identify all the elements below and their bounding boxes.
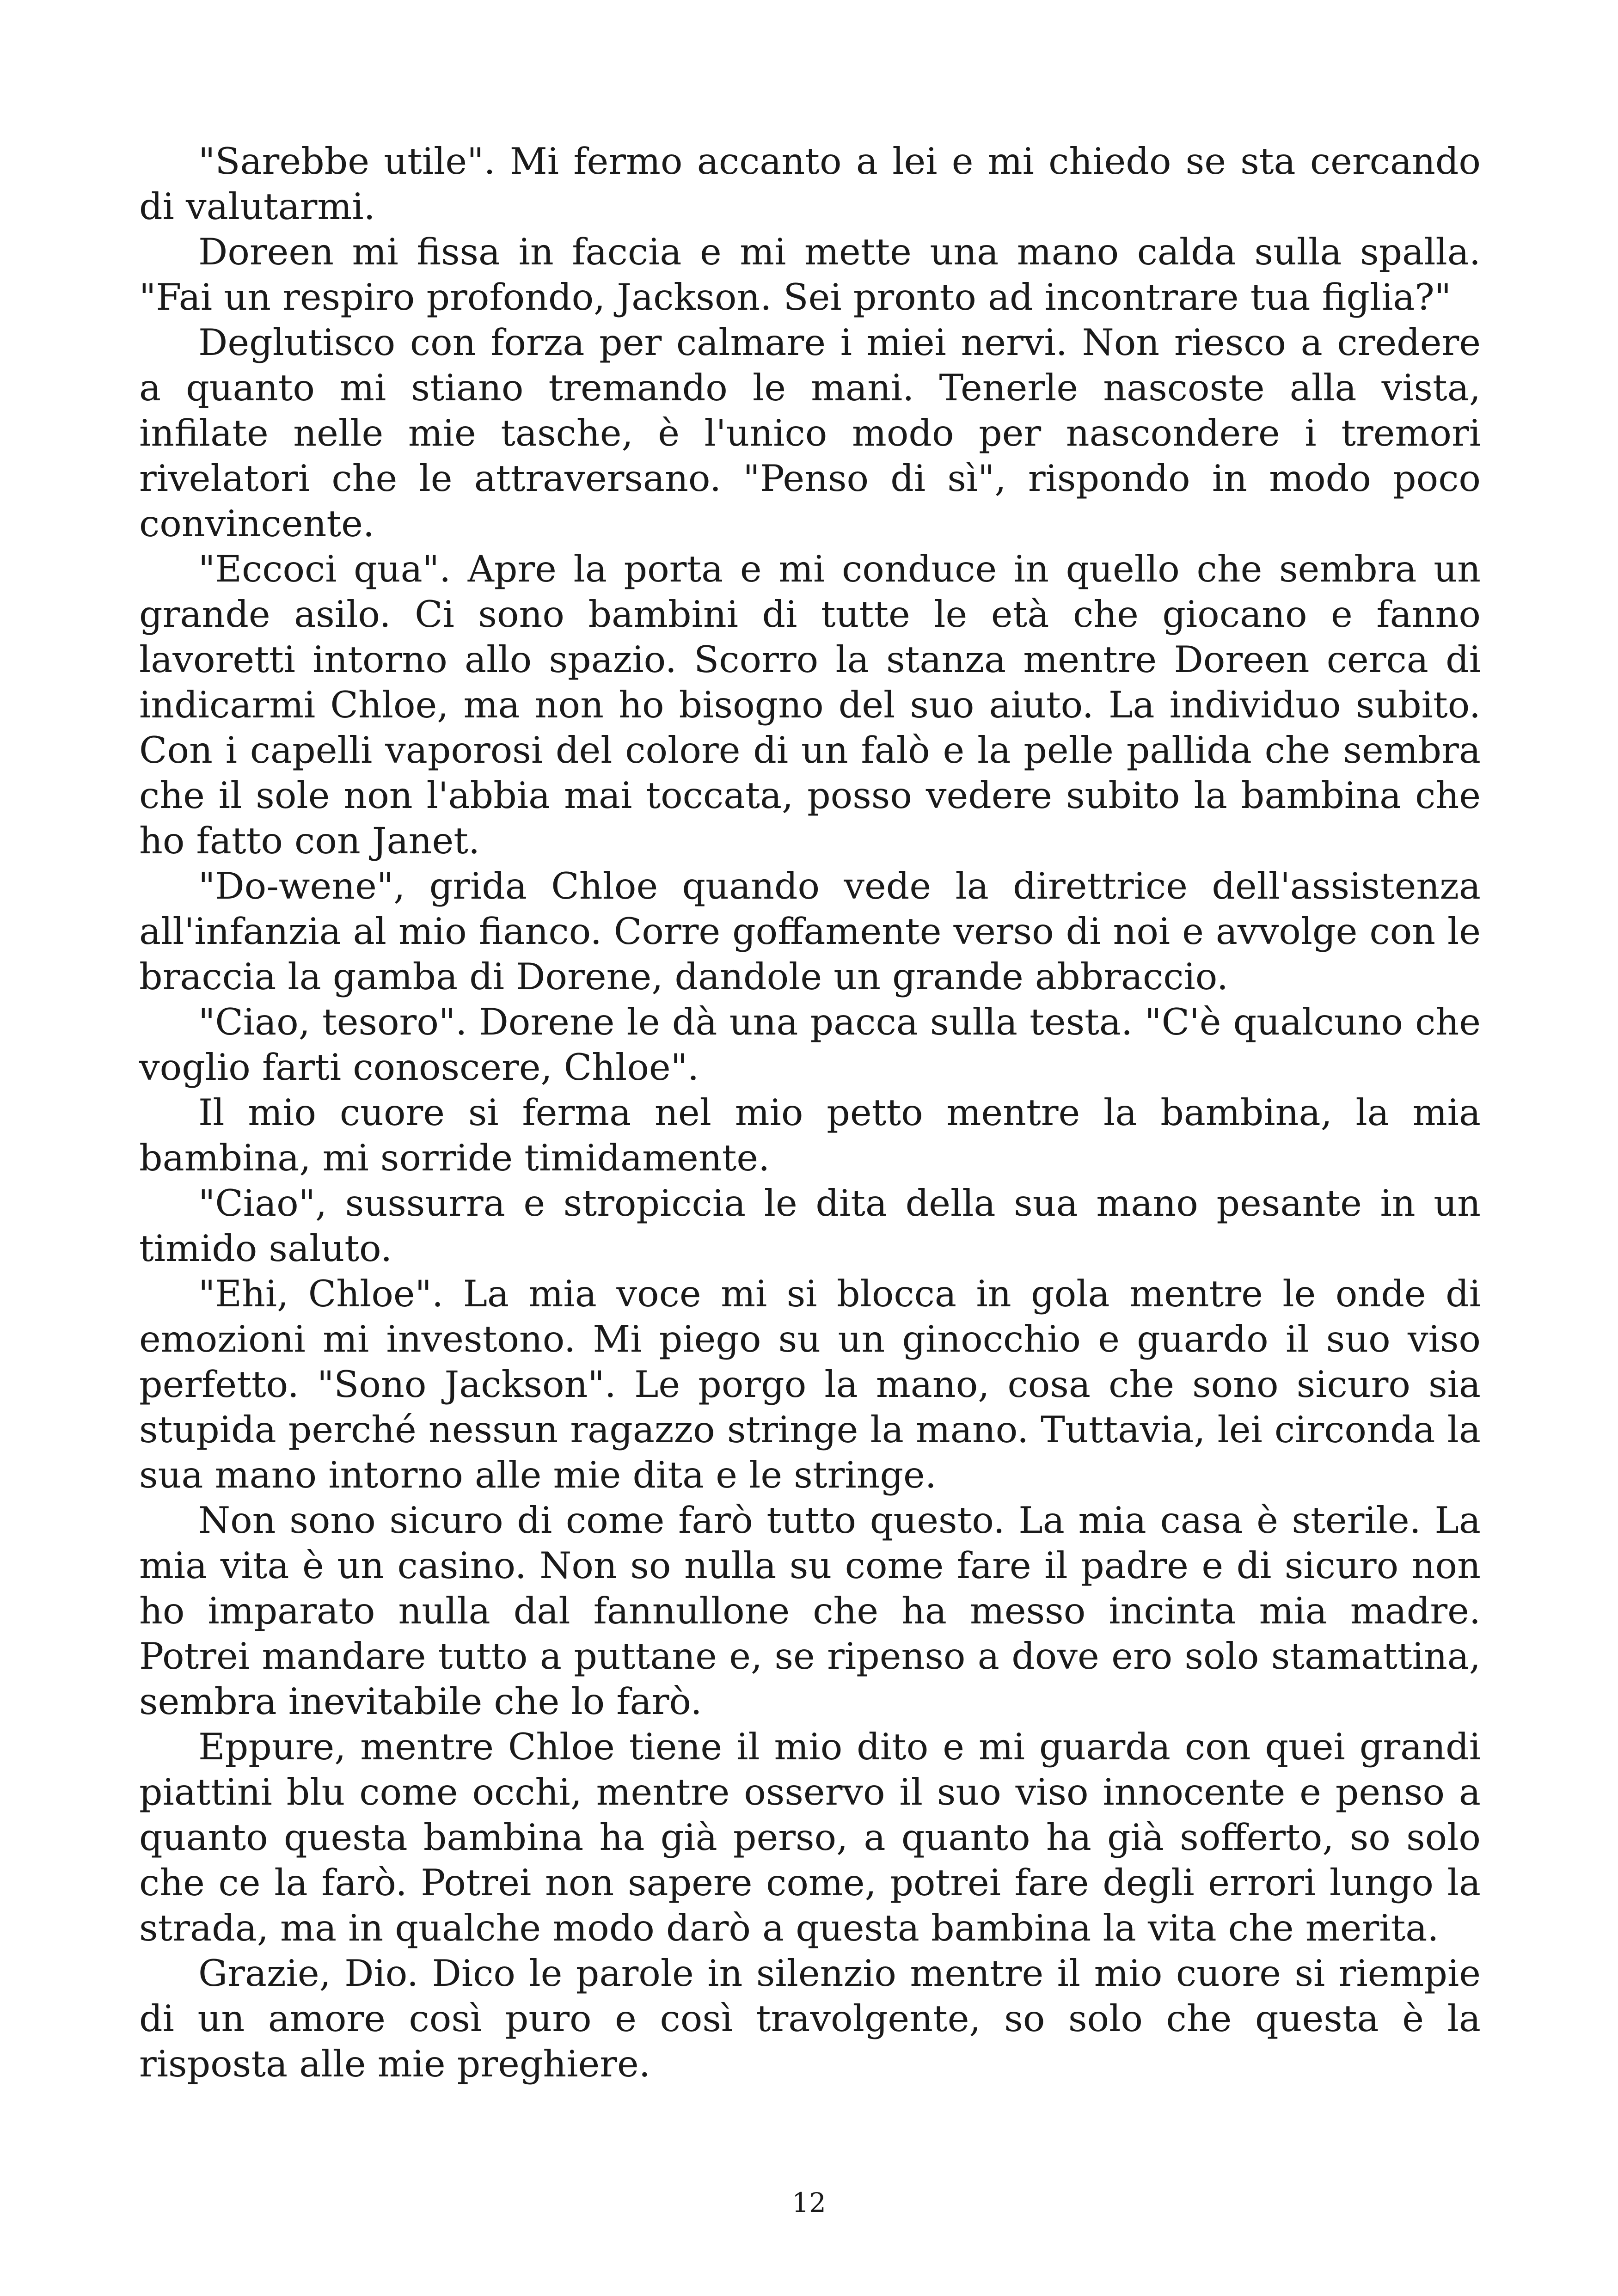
paragraph-8: "Ciao", sussurra e stropiccia le dita della sua mano pesante in un timido saluto.: [139, 1182, 1481, 1270]
paragraph-3: Deglutisco con forza per calmare i miei nervi. Non riesco a credere a quanto mi stiano tremando le mani. Tenerle nascoste alla vista, infilate nelle mie tasche, è l'unico modo per nascondere i tremori rivelatori che le attraversano. "Penso di sì", rispondo in modo poco convincente.: [139, 321, 1481, 545]
page-number: 12: [792, 2187, 826, 2218]
paragraph-1: "Sarebbe utile". Mi fermo accanto a lei e mi chiedo se sta cercando di valutarmi.: [139, 140, 1481, 228]
paragraph-12: Grazie, Dio. Dico le parole in silenzio mentre il mio cuore si riempie di un amore così puro e così travolgente, so solo che questa è la risposta alle mie preghiere.: [139, 1952, 1481, 2085]
paragraph-2: Doreen mi fissa in faccia e mi mette una mano calda sulla spalla. "Fai un respiro profondo, Jackson. Sei pronto ad incontrare tua figlia?": [139, 231, 1481, 318]
paragraph-10: Non sono sicuro di come farò tutto questo. La mia casa è sterile. La mia vita è un casino. Non so nulla su come fare il padre e di sicuro non ho imparato nulla dal fannullone che ha messo incinta mia madre. Potrei mandare tutto a puttane e, se ripenso a dove ero solo stamattina, sembra inevitabile che lo farò.: [139, 1499, 1481, 1723]
paragraph-11: Eppure, mentre Chloe tiene il mio dito e mi guarda con quei grandi piattini blu come occhi, mentre osservo il suo viso innocente e penso a quanto questa bambina ha già perso, a quanto ha già sofferto, so solo che ce la farò. Potrei non sapere come, potrei fare degli errori lungo la strada, ma in qualche modo darò a questa bambina la vita che merita.: [139, 1726, 1481, 1949]
body-text: [139, 139, 1481, 2087]
paragraph-7: Il mio cuore si ferma nel mio petto mentre la bambina, la mia bambina, mi sorride timidamente.: [139, 1091, 1481, 1179]
paragraph-6: "Ciao, tesoro". Dorene le dà una pacca sulla testa. "C'è qualcuno che voglio farti conoscere, Chloe".: [139, 1001, 1481, 1089]
paragraph-9: "Ehi, Chloe". La mia voce mi si blocca in gola mentre le onde di emozioni mi investono. Mi piego su un ginocchio e guardo il suo viso perfetto. "Sono Jackson". Le porgo la mano, cosa che sono sicuro sia stupida perché nessun ragazzo stringe la mano. Tuttavia, lei circonda la sua mano intorno alle mie dita e le stringe.: [139, 1273, 1481, 1496]
paragraph-5: "Do-wene", grida Chloe quando vede la direttrice dell'assistenza all'infanzia al mio fianco. Corre goffamente verso di noi e avvolge con le braccia la gamba di Dorene, dandole un grande abbraccio.: [139, 865, 1481, 998]
paragraph-4: "Eccoci qua". Apre la porta e mi conduce in quello che sembra un grande asilo. Ci sono bambini di tutte le età che giocano e fanno lavoretti intorno allo spazio. Scorro la stanza mentre Doreen cerca di indicarmi Chloe, ma non ho bisogno del suo aiuto. La individuo subito. Con i capelli vaporosi del colore di un falò e la pelle pallida che sembra che il sole non l'abbia mai toccata, posso vedere subito la bambina che ho fatto con Janet.: [139, 548, 1481, 862]
